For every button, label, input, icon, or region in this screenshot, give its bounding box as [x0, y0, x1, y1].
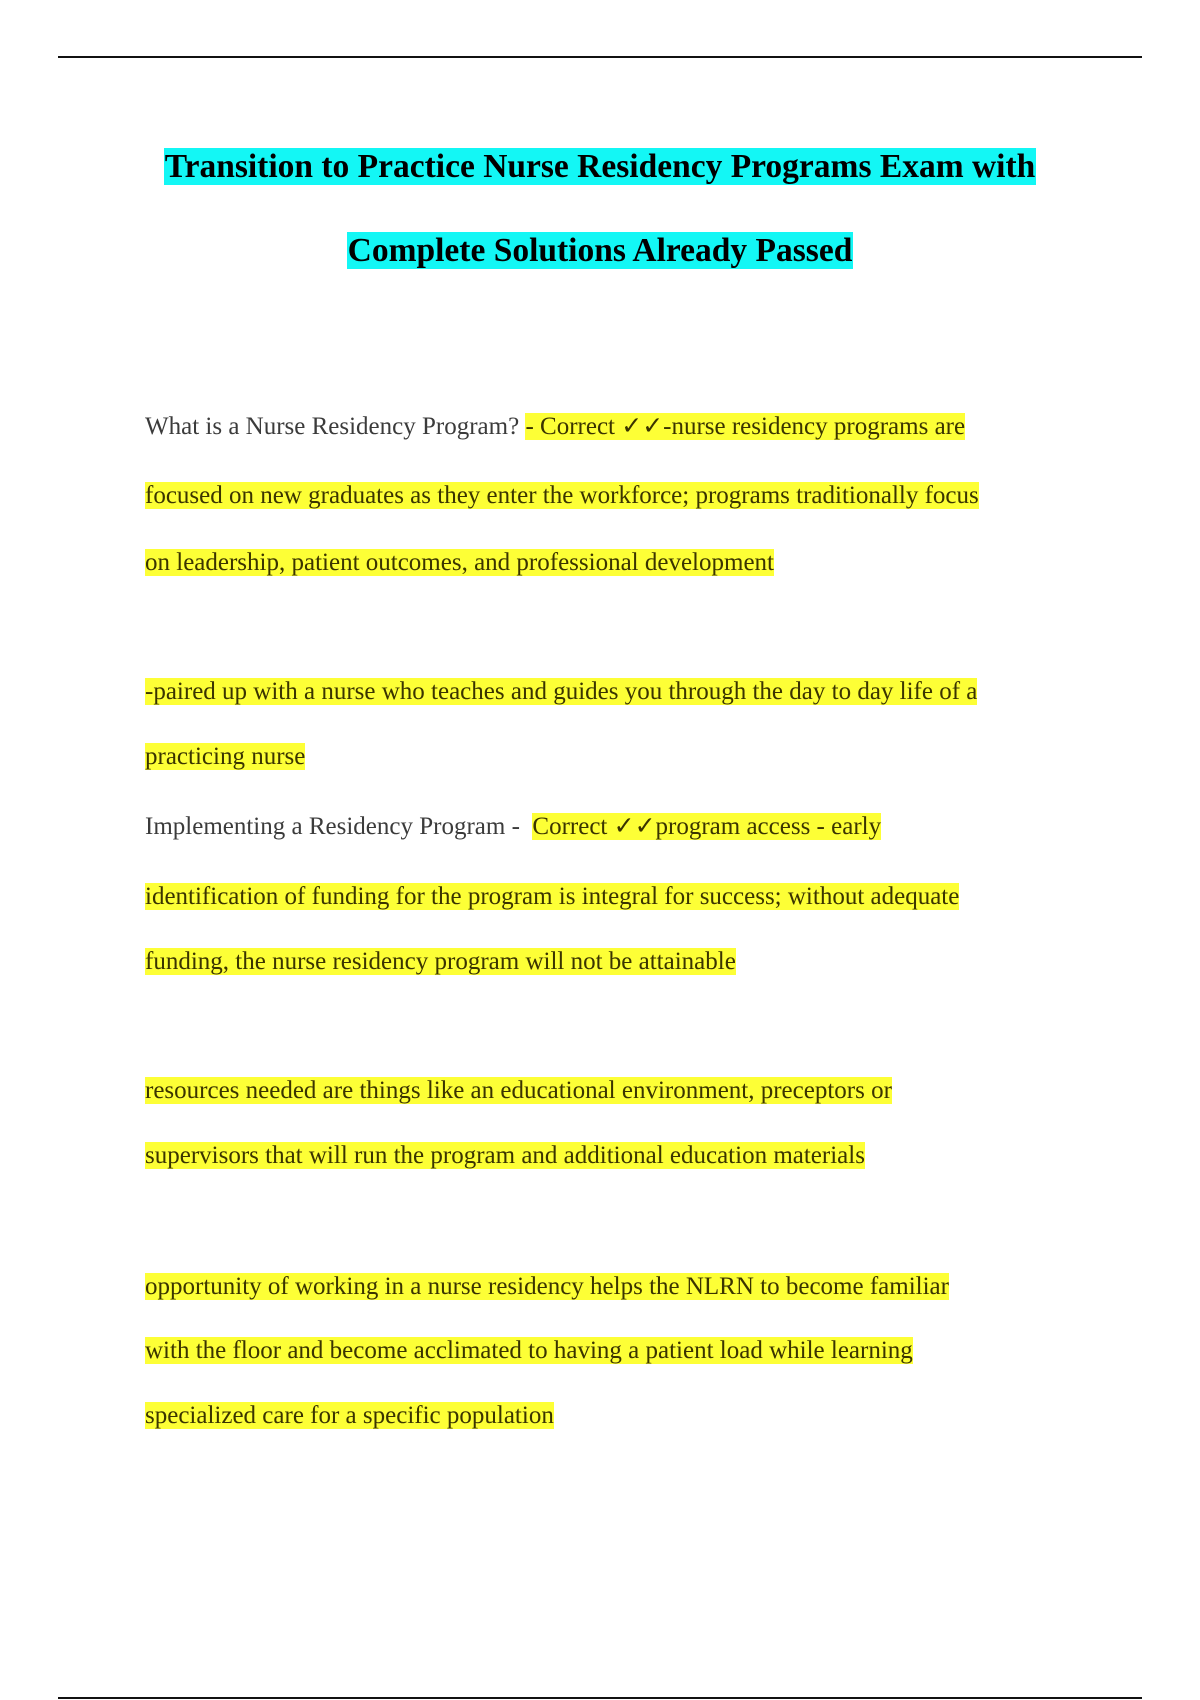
answer-1-line-3	[145, 675, 977, 709]
answer-2-line-5-text: opportunity of working in a nurse residency helps the NLRN to become familiar	[145, 1273, 949, 1300]
document-title-line-1	[100, 146, 1100, 188]
answer-2-line-2-text: funding, the nurse residency program will not be attainable	[145, 948, 736, 975]
title-highlight-1: Transition to Practice Nurse Residency Programs Exam with	[164, 148, 1036, 185]
answer-1-line-1-text: focused on new graduates as they enter the workforce; programs traditionally focus	[145, 482, 979, 509]
answer-2-line-2	[145, 945, 736, 979]
qa-item-2-first-line	[145, 810, 881, 844]
top-rule	[58, 56, 1142, 58]
answer-2-prefix: Correct ✓✓program access - early	[532, 813, 882, 840]
answer-2-line-7	[145, 1399, 554, 1433]
qa-item-1-first-line	[145, 410, 965, 444]
answer-1-line-1	[145, 479, 979, 513]
answer-2-line-4-text: supervisors that will run the program and additional education materials	[145, 1142, 865, 1169]
answer-1-line-3-text: -paired up with a nurse who teaches and guides you through the day to day life of a	[145, 678, 978, 705]
answer-2-line-6-text: with the floor and become acclimated to having a patient load while learning	[145, 1337, 913, 1364]
answer-2-line-6	[145, 1334, 913, 1368]
bottom-rule	[58, 1697, 1142, 1699]
answer-1-line-2-text: on leadership, patient outcomes, and professional development	[145, 549, 774, 576]
answer-1-line-4-text: practicing nurse	[145, 743, 306, 770]
answer-2-line-4	[145, 1139, 865, 1173]
answer-1-line-4	[145, 740, 305, 774]
question-2: Implementing a Residency Program -	[145, 813, 520, 840]
answer-2-line-3	[145, 1074, 892, 1108]
answer-1-prefix: - Correct ✓✓-nurse residency programs are	[525, 413, 966, 440]
title-highlight-2: Complete Solutions Already Passed	[347, 232, 853, 269]
document-title-line-2	[100, 230, 1100, 272]
question-1: What is a Nurse Residency Program?	[145, 413, 520, 440]
answer-2-line-1-text: identification of funding for the program is integral for success; without adequate	[145, 883, 960, 910]
answer-2-line-7-text: specialized care for a specific population	[145, 1402, 554, 1429]
answer-2-line-3-text: resources needed are things like an educational environment, preceptors or	[145, 1077, 892, 1104]
answer-2-line-5	[145, 1270, 949, 1304]
answer-2-line-1	[145, 880, 959, 914]
answer-1-line-2	[145, 546, 774, 580]
